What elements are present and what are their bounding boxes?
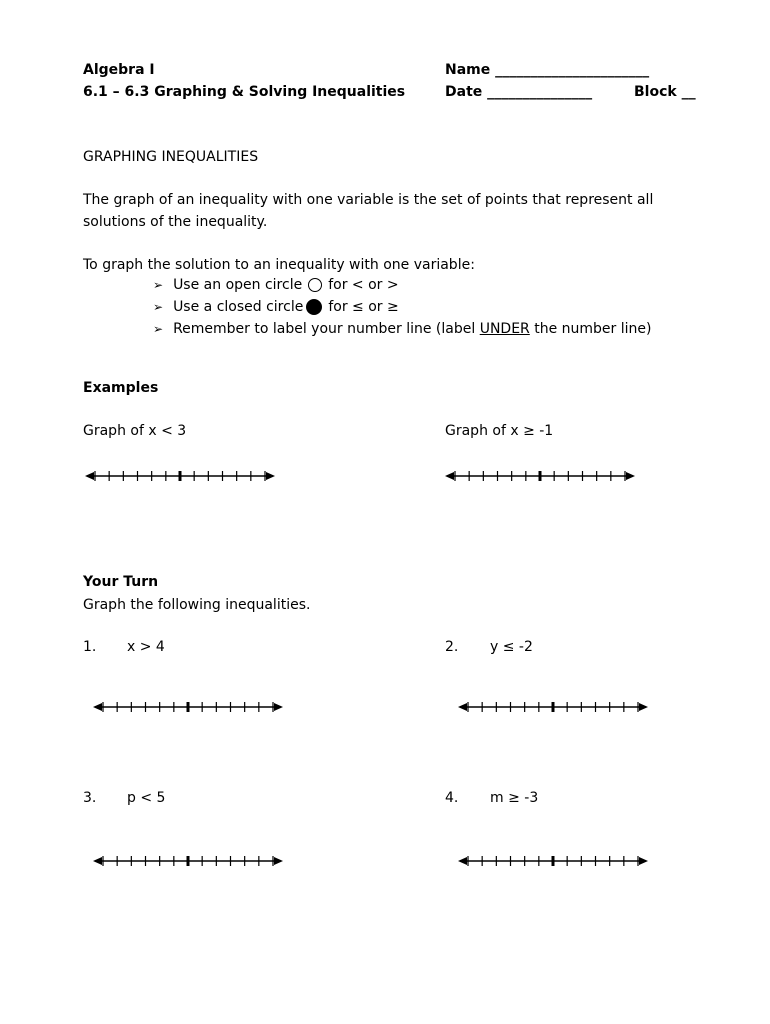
number-line-example-1 <box>83 466 277 486</box>
right-arrow-icon <box>274 703 283 711</box>
course-title: Algebra I <box>83 62 155 78</box>
problem-number: 1. <box>83 639 97 655</box>
lesson-title: 6.1 – 6.3 Graphing & Solving Inequalities <box>83 84 406 100</box>
problem-inequality: m ≥ -3 <box>490 790 539 806</box>
bullet-text: Use a closed circle <box>173 299 304 315</box>
right-arrow-icon <box>639 857 648 865</box>
problem-inequality: x > 4 <box>127 639 165 655</box>
right-arrow-icon <box>266 472 275 480</box>
name-field-label: Name ______________________ <box>445 62 650 78</box>
example-1-label: Graph of x < 3 <box>83 423 187 439</box>
right-arrow-icon <box>626 472 635 480</box>
bullet-text: the number line) <box>534 321 652 337</box>
left-arrow-icon <box>458 703 467 711</box>
right-arrow-icon <box>274 857 283 865</box>
number-line-example-2 <box>443 466 637 486</box>
date-field-label: Date _______________ <box>445 84 593 100</box>
bullet-text: Remember to label your number line (label <box>173 321 476 337</box>
bullet-open-circle <box>153 277 399 293</box>
bullet-text: for ≤ or ≥ <box>328 299 399 315</box>
left-arrow-icon <box>458 857 467 865</box>
instructions-intro: To graph the solution to an inequality with one variable: <box>83 257 475 273</box>
arrowhead-bullet-icon: ➢ <box>153 322 164 336</box>
left-arrow-icon <box>85 472 94 480</box>
left-arrow-icon <box>93 703 102 711</box>
your-turn-instructions: Graph the following inequalities. <box>83 597 311 613</box>
bullet-underlined-word: UNDER <box>479 321 530 337</box>
bullet-label-reminder <box>153 321 651 337</box>
definition-line-1: The graph of an inequality with one variable is the set of points that represent all <box>83 192 654 208</box>
bullet-text: for < or > <box>328 277 399 293</box>
definition-line-2: solutions of the inequality. <box>83 214 268 230</box>
number-line-problem-2 <box>456 697 650 717</box>
problem-number: 4. <box>445 790 459 806</box>
open-circle-icon <box>308 278 322 292</box>
problem-number: 2. <box>445 639 459 655</box>
your-turn-heading: Your Turn <box>83 574 159 590</box>
examples-heading: Examples <box>83 380 159 396</box>
problem-inequality: p < 5 <box>127 790 166 806</box>
block-field-label: Block __ <box>634 84 696 100</box>
bullet-closed-circle <box>153 299 399 315</box>
problem-number: 3. <box>83 790 97 806</box>
problem-inequality: y ≤ -2 <box>490 639 533 655</box>
example-2-label: Graph of x ≥ -1 <box>445 423 554 439</box>
section-title: GRAPHING INEQUALITIES <box>83 149 259 165</box>
right-arrow-icon <box>639 703 648 711</box>
number-line-problem-1 <box>91 697 285 717</box>
number-line-problem-4 <box>456 851 650 871</box>
arrowhead-bullet-icon: ➢ <box>153 278 164 292</box>
bullet-text: Use an open circle <box>173 277 303 293</box>
arrowhead-bullet-icon: ➢ <box>153 300 164 314</box>
number-line-problem-3 <box>91 851 285 871</box>
left-arrow-icon <box>93 857 102 865</box>
left-arrow-icon <box>445 472 454 480</box>
closed-circle-icon <box>306 299 322 315</box>
